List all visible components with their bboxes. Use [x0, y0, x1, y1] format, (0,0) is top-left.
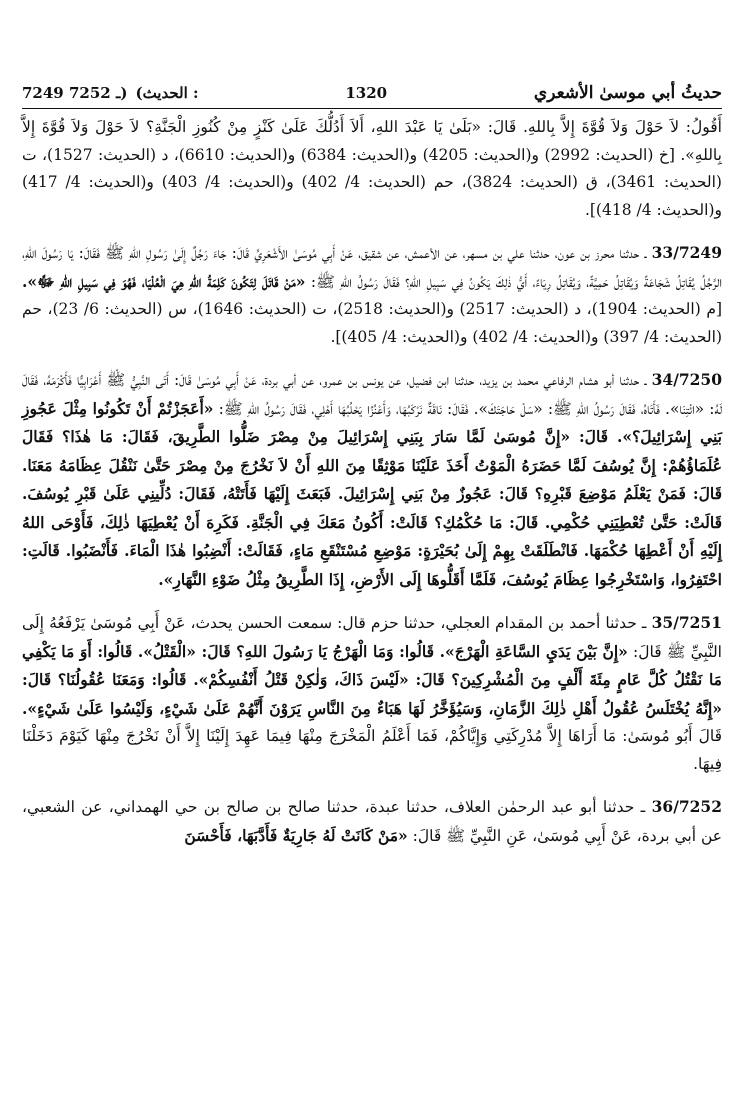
hadith-chain: ـ حدثنا أحمد بن المقدام العجلي، حدثنا حزم قال: سمعت الحسن يحدث، عَنْ أَبِي مُوسَىٰ يَرْفَعُهُ إِلَى النَّبِيِّ ﷺ قَالَ:: [22, 614, 722, 661]
page-number: 1320: [345, 84, 388, 102]
page-header: [22, 80, 722, 106]
hadith-range-value: 7249 ـ 7252): [22, 84, 128, 102]
hadith-references: [م (الحديث: 1904)، د (الحديث: 2517) و(الحديث: 2518)، ت (الحديث: 1646)، س (الحديث: 6/ 23)، حم (الحديث: 4/ 397) و(الحديث: 4/ 402) و(الحديث: 4/ 405)].: [22, 300, 722, 346]
hadith-range-label: (الحديث :: [135, 84, 199, 102]
hadith-chain: ـ حدثنا أبو هشام الرفاعي محمد بن يزيد، حدثنا ابن فضيل، عن يونس بن عمرو، عن أبي بردة، عَنْ أَبِي مُوسَىٰ قَالَ: أَتَى النَّبِيُّ ﷺ أَعْرَابِيًّا فَأَكْرَمَهُ، فَقَالَ لَهُ: «ائْتِنَا». فَأَتَاهُ، فَقَالَ رَسُولُ اللهِ ﷺ: «سَلْ حَاجَتَكَ». فَقَالَ: نَاقَةٌ نَرْكَبُهَا، وَأَعْنُزًا يَحْلُبُهَا أَهْلِي، فَقَالَ رَسُولُ اللهِ ﷺ:: [22, 371, 722, 418]
hadith-number: 34/7250: [651, 370, 722, 389]
hadith-quote: «مَنْ قَاتَلَ لِتَكُونَ كَلِمَةُ اللهِ هِيَ الْعُلْيَا، فَهُوَ فِي سَبِيلِ اللهِ ﷻ».: [22, 271, 306, 291]
hadith-7249: [22, 239, 722, 351]
page-body: [22, 114, 722, 865]
hadith-chain: ـ حدثنا أبو عبد الرحمٰن العلاف، حدثنا عبدة، حدثنا صالح بن صالح بن حي الهمداني، عن الشعبي، عن أبي بردة، عَنْ أَبِي مُوسَىٰ، عَنِ النَّبِيِّ ﷺ قَالَ:: [22, 798, 722, 845]
hadith-quote: «مَنْ كَانَتْ لَهُ جَارِيَةٌ فَأَدَّبَهَا، فَأَحْسَنَ: [184, 825, 408, 845]
hadith-text: أَقُولُ: لاَ حَوْلَ وَلاَ قُوَّةَ إِلاَّ بِاللهِ. قَالَ: «بَلَىٰ يَا عَبْدَ اللهِ، أَلاَ أَدُلُّكَ عَلَىٰ كَنْزٍ مِنْ كُنُوزِ الْجَنَّةِ؟ لاَ حَوْلَ وَلاَ قُوَّةَ إِلاَّ بِاللهِ». [خ (الحديث: 2992) و(الحديث: 4205) و(الحديث: 6384) و(الحديث: 6610)، د (الحديث: 1527)، ت (الحديث: 3461)، ق (الحديث: 3824)، حم (الحديث: 4/ 402) و(الحديث: 4/ 403) و(الحديث: 4/ 417) و(الحديث: 4/ 418)].: [22, 118, 722, 219]
hadith-range: [22, 84, 199, 102]
hadith-7252: [22, 793, 722, 850]
hadith-chain: ـ حدثنا محرز بن عون، حدثنا علي بن مسهر، عن الأعمش، عن شقيق، عَنْ أَبِي مُوسَىٰ الأَشْعَرِيِّ قَالَ: جَاءَ رَجُلٌ إِلَىٰ رَسُولِ اللهِ ﷺ فَقَالَ: يَا رَسُولَ اللهِ، الرَّجُلُ يُقَاتِلُ شَجَاعَةً وَيُقَاتِلُ حَمِيَّةً، وَيُقَاتِلُ رِيَاءً، أَيُّ ذٰلِكَ يَكُونُ فِي سَبِيلِ اللهِ؟ فَقَالَ رَسُولُ اللهِ ﷺ:: [22, 244, 722, 291]
hadith-7251: [22, 609, 722, 778]
hadith-number: 33/7249: [651, 243, 722, 262]
hadith-narrator-comment: قَالَ أَبُو مُوسَىٰ: مَا أَرَاهَا إِلاَّ مُدْرِكَتِي وَإِيَّاكُمْ، فَمَا أَعْلَمُ الْمَخْرَجَ مِنْهَا فِيمَا عَهِدَ إِلَيْنَا إِلاَّ أَنْ نَخْرُجَ مِنْهَا كَيَوْمَ دَخَلْنَا فِيهَا.: [22, 727, 722, 773]
hadith-number: 35/7251: [651, 613, 722, 632]
hadith-quote: «أَعَجَزْتُمْ أَنْ تَكُونُوا مِثْلَ عَجُوزِ بَنِي إِسْرَائِيلَ؟». قَالَ: «إِنَّ مُوسَىٰ لَمَّا سَارَ بِبَنِي إِسْرَائِيلَ مِنْ مِصْرَ ضَلُّوا الطَّرِيقَ، فَقَالَ: مَا هٰذَا؟ فَقَالَ عُلَمَاؤُهُمْ: إِنَّ يُوسُفَ لَمَّا حَضَرَهُ الْمَوْتُ أَخَذَ عَلَيْنَا مَوْثِقًا مِنَ اللهِ أَنْ لاَ نَخْرُجَ مِنْ مِصْرَ حَتَّىٰ نَنْقُلَ عِظَامَهُ مَعَنَا. قَالَ: فَمَنْ يَعْلَمُ مَوْضِعَ قَبْرِهِ؟ قَالَ: عَجُوزٌ مِنْ بَنِي إِسْرَائِيلَ. فَبَعَثَ إِلَيْهَا فَأَتَتْهُ، فَقَالَ: دُلِّينِي عَلَىٰ قَبْرِ يُوسُفَ. قَالَتْ: حَتَّىٰ تُعْطِيَنِي حُكْمِي. قَالَ: مَا حُكْمُكِ؟ قَالَتْ: أَكُونُ مَعَكَ فِي الْجَنَّةِ. فَكَرِهَ أَنْ يُعْطِيَهَا ذٰلِكَ، فَأَوْحَى اللهُ إِلَيْهِ أَنْ أَعْطِهَا حُكْمَهَا. فَانْطَلَقَتْ بِهِمْ إِلَىٰ بُحَيْرَةٍ: مَوْضِعِ مُسْتَنْقَعِ مَاءٍ، فَقَالَتْ: أَنْضِبُوا هٰذَا الْمَاءَ. فَأَنْضَبُوا. قَالَتِ: احْتَفِرُوا، وَاسْتَخْرِجُوا عِظَامَ يُوسُفَ، فَلَمَّا أَقَلُّوهَا إِلَى الأَرْضِ، إِذَا الطَّرِيقُ مِثْلُ ضَوْءِ النَّهَارِ».: [22, 398, 722, 589]
header-rule: [22, 108, 722, 109]
hadith-number: 36/7252: [651, 797, 722, 816]
hadith-7250: [22, 366, 722, 594]
hadith-quote: «إِنَّ بَيْنَ يَدَيِ السَّاعَةِ الْهَرْجَ». قَالُوا: وَمَا الْهَرْجُ يَا رَسُولَ اللهِ؟ قَالَ: «الْقَتْلُ». قَالُوا: أَوَ مَا يَكْفِي مَا نَقْتُلُ كُلَّ عَامٍ مِئَةَ أَلْفٍ مِنَ الْمُشْرِكِينَ؟ قَالَ: «لَيْسَ ذَاكَ، وَلٰكِنْ قَتْلُ أَنْفُسِكُمْ». قَالُوا: وَمَعَنَا عُقُولُنَا؟ قَالَ: «إِنَّهُ يُخْتَلَسُ عُقُولُ أَهْلِ ذٰلِكَ الزَّمَانِ، وَسَيُؤَخَّرُ لَهَا هَبَاءٌ مِنَ النَّاسِ يَرَوْنَ أَنَّهُمْ عَلَىٰ شَيْءٍ، وَلَيْسُوا عَلَىٰ شَيْءٍ».: [22, 641, 722, 718]
hadith-continuation: [22, 114, 722, 224]
chapter-title: حديثُ أبي موسىٰ الأشعري: [533, 83, 722, 103]
